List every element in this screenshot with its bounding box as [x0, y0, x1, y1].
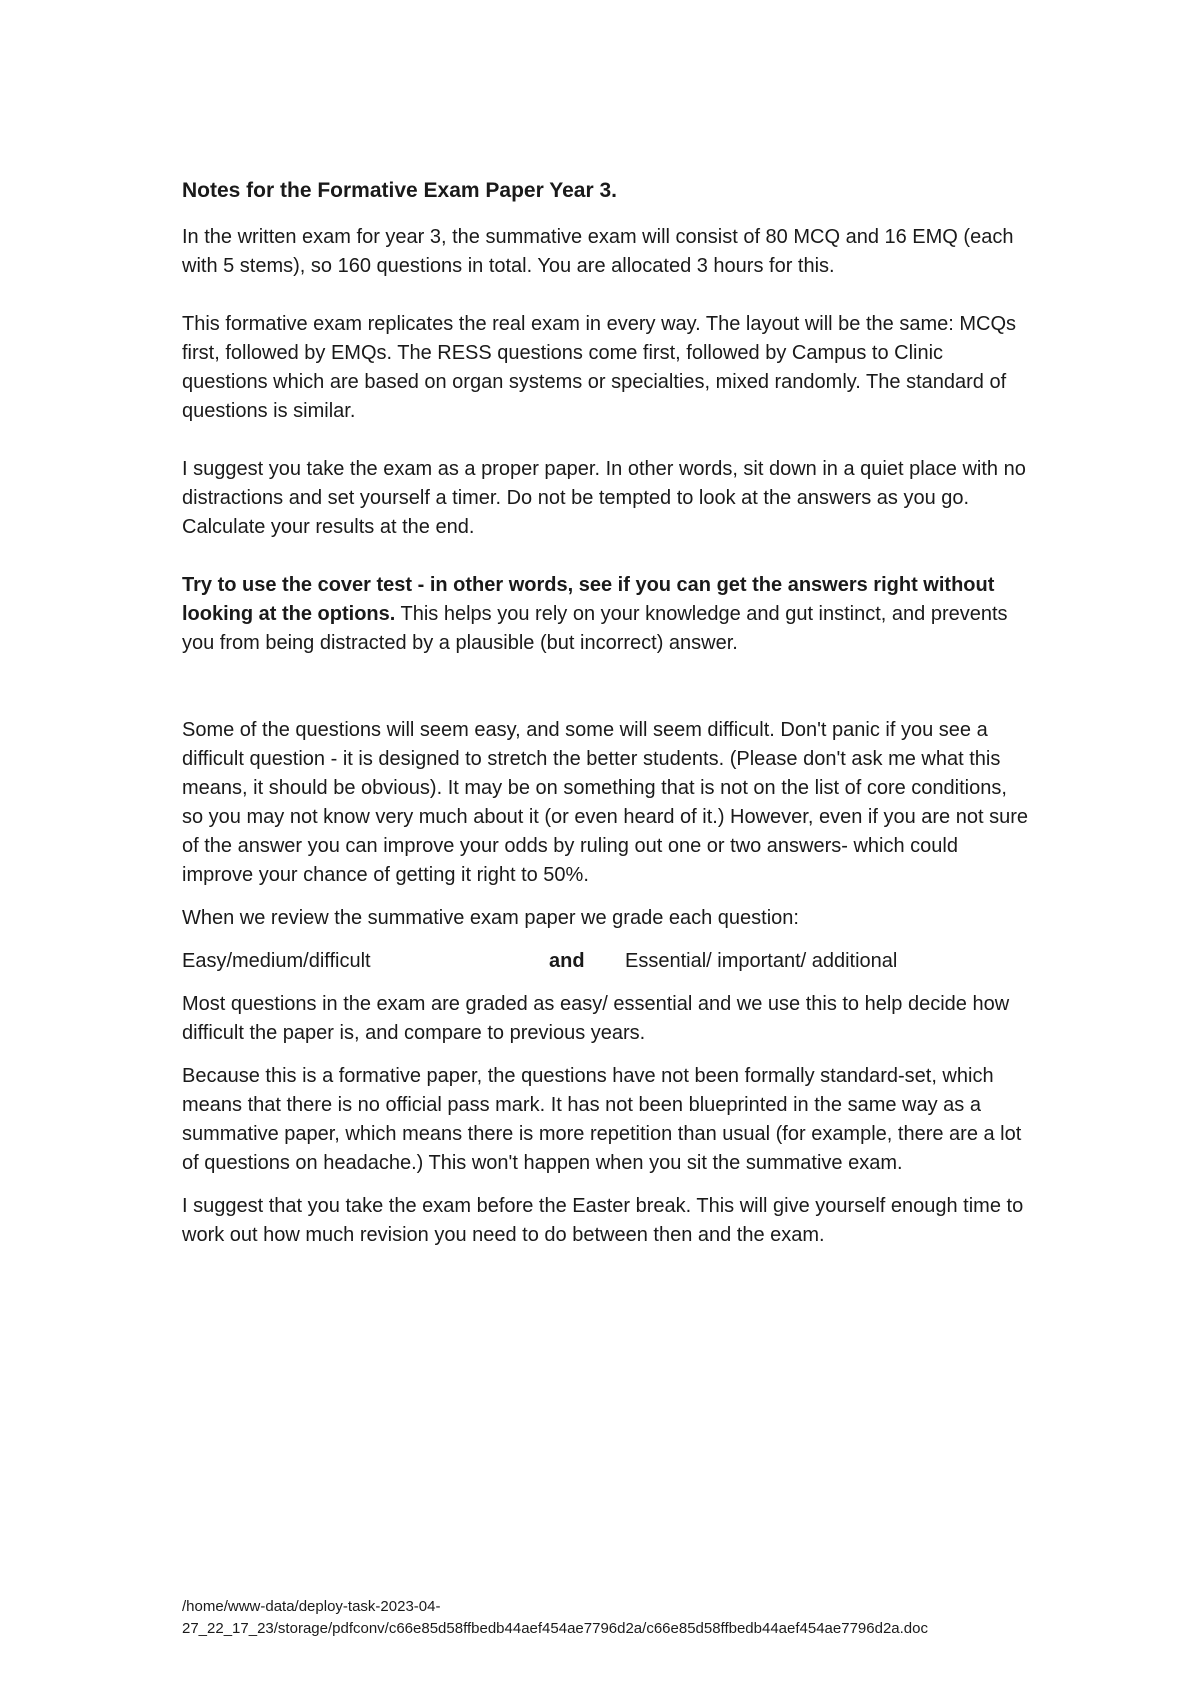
- footer-path-line-1: /home/www-data/deploy-task-2023-04-: [182, 1598, 441, 1615]
- grading-importance-levels: Essential/ important/ additional: [625, 950, 898, 972]
- paragraph-difficulty: Some of the questions will seem easy, and some will seem difficult. Don't panic if you see a difficult question - it is designed to stretch the better students. (Please don't ask me what this means, it should be obvious). It may be on something that is not on the list of core conditions, so you may not know very much about it (or even heard of it.) However, even if you are not sure of the answer you can improve your odds by ruling out one or two answers- which could improve your chance of getting it right to 50%.: [182, 719, 1028, 886]
- paragraph-easter-break: I suggest that you take the exam before the Easter break. This will give yourself enough time to work out how much revision you need to do between then and the exam.: [182, 1195, 1024, 1246]
- paragraph-formative-layout: This formative exam replicates the real exam in every way. The layout will be the same: MCQs first, followed by EMQs. The RESS questions come first, followed by Campus to Clinic questions which are based on organ systems or specialties, mixed randomly. The standard of questions is similar.: [182, 313, 1017, 422]
- cover-test-text: This helps you rely on your knowledge and gut instinct, and prevents you from being distracted by a plausible (but incorrect) answer.: [182, 603, 1008, 654]
- document-body: [182, 176, 1032, 1250]
- file-path-footer: [182, 1596, 1082, 1640]
- grading-and: and: [549, 950, 585, 972]
- paragraph-cover-test: [182, 571, 1032, 658]
- page-title: Notes for the Formative Exam Paper Year 3.: [182, 179, 617, 202]
- paragraph-grading-intro: When we review the summative exam paper we grade each question:: [182, 907, 799, 929]
- paragraph-proper-paper: I suggest you take the exam as a proper paper. In other words, sit down in a quiet place with no distractions and set yourself a timer. Do not be tempted to look at the answers as you go. Calculate your results at the end.: [182, 458, 1026, 538]
- grading-difficulty-levels: Easy/medium/difficult: [182, 950, 371, 972]
- footer-path-line-2: 27_22_17_23/storage/pdfconv/c66e85d58ffbedb44aef454ae7796d2a/c66e85d58ffbedb44aef454ae7796d2a.doc: [182, 1620, 928, 1637]
- grading-row: [182, 947, 1032, 976]
- paragraph-exam-structure: In the written exam for year 3, the summative exam will consist of 80 MCQ and 16 EMQ (each with 5 stems), so 160 questions in total. You are allocated 3 hours for this.: [182, 226, 1014, 277]
- paragraph-easy-essential: Most questions in the exam are graded as easy/ essential and we use this to help decide how difficult the paper is, and compare to previous years.: [182, 993, 1010, 1044]
- paragraph-standard-set: Because this is a formative paper, the questions have not been formally standard-set, which means that there is no official pass mark. It has not been blueprinted in the same way as a summative paper, which means there is more repetition than usual (for example, there are a lot of questions on headache.) This won't happen when you sit the summative exam.: [182, 1065, 1022, 1174]
- cover-test-bold-text: Try to use the cover test - in other words, see if you can get the answers right without looking at the options.: [182, 574, 995, 625]
